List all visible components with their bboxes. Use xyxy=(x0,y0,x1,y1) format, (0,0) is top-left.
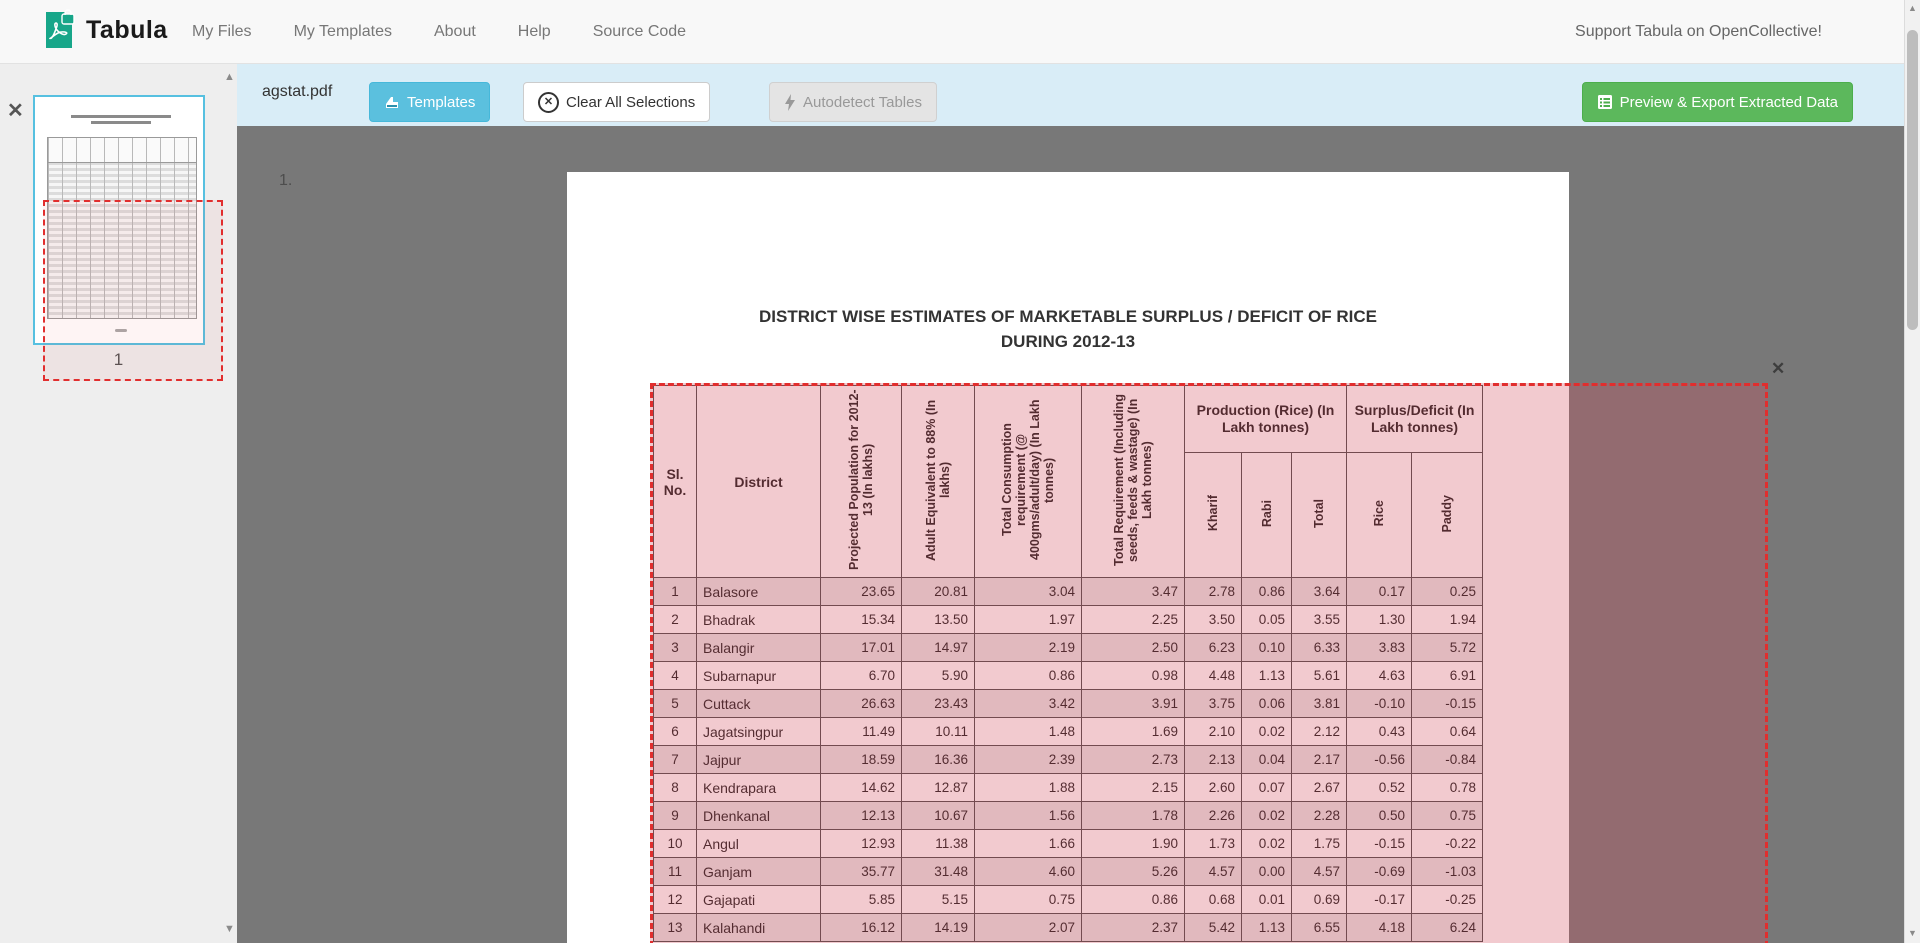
table-cell: 10.67 xyxy=(902,802,975,830)
autodetect-tables-label: Autodetect Tables xyxy=(803,93,922,111)
table-cell: 2.13 xyxy=(1185,746,1242,774)
table-cell: 12.13 xyxy=(821,802,902,830)
thumbnail-table-header xyxy=(47,137,197,163)
table-cell: 3.50 xyxy=(1185,606,1242,634)
table-cell: -0.17 xyxy=(1347,886,1412,914)
table-cell: 0.50 xyxy=(1347,802,1412,830)
table-cell: 6.70 xyxy=(821,662,902,690)
table-cell: 4.48 xyxy=(1185,662,1242,690)
table-cell: 11 xyxy=(654,858,697,886)
table-cell: 0.00 xyxy=(1242,858,1292,886)
table-cell: 1.97 xyxy=(975,606,1082,634)
sidebar-scroll-down-icon[interactable]: ▼ xyxy=(224,923,235,935)
col-header-adult-equivalent: Adult Equivalent to 88% (In lakhs) xyxy=(902,386,975,578)
nav-item-my-files[interactable]: My Files xyxy=(192,22,252,40)
table-cell: 2 xyxy=(654,606,697,634)
table-cell: 0.07 xyxy=(1242,774,1292,802)
table-cell: 0.04 xyxy=(1242,746,1292,774)
document-title xyxy=(567,304,1569,354)
table-cell: 23.65 xyxy=(821,578,902,606)
col-header-district: District xyxy=(697,386,821,578)
table-cell: 2.12 xyxy=(1292,718,1347,746)
table-cell: 6.24 xyxy=(1412,914,1483,942)
scrollbar-thumb[interactable] xyxy=(1907,30,1918,330)
table-cell: 3.75 xyxy=(1185,690,1242,718)
autodetect-tables-button[interactable] xyxy=(769,82,937,122)
group-header-production: Production (Rice) (In Lakh tonnes) xyxy=(1185,386,1347,453)
table-cell: 2.28 xyxy=(1292,802,1347,830)
table-cell: Angul xyxy=(697,830,821,858)
table-cell: 2.10 xyxy=(1185,718,1242,746)
table-cell: 13.50 xyxy=(902,606,975,634)
col-header-paddy: Paddy xyxy=(1412,452,1483,577)
table-cell: Gajapati xyxy=(697,886,821,914)
thumbnail-title-line2 xyxy=(91,121,151,124)
nav-item-my-templates[interactable]: My Templates xyxy=(293,22,392,40)
table-cell: 1.13 xyxy=(1242,662,1292,690)
table-cell: 7 xyxy=(654,746,697,774)
table-list-icon xyxy=(1597,94,1613,110)
col-header-rabi: Rabi xyxy=(1242,452,1292,577)
templates-icon xyxy=(384,94,400,110)
preview-export-label: Preview & Export Extracted Data xyxy=(1619,93,1838,111)
col-header-kharif: Kharif xyxy=(1185,452,1242,577)
document-title-line2: DURING 2012-13 xyxy=(1000,332,1136,351)
table-cell: 1.73 xyxy=(1185,830,1242,858)
table-cell: 0.02 xyxy=(1242,830,1292,858)
table-cell: 11.49 xyxy=(821,718,902,746)
table-cell: 14.97 xyxy=(902,634,975,662)
table-cell: 3.81 xyxy=(1292,690,1347,718)
table-cell: 3.47 xyxy=(1082,578,1185,606)
lightning-bolt-icon xyxy=(784,94,796,111)
table-cell: 2.07 xyxy=(975,914,1082,942)
table-cell: 0.17 xyxy=(1347,578,1412,606)
table-cell: 1.90 xyxy=(1082,830,1185,858)
table-cell: 3 xyxy=(654,634,697,662)
table-cell: 5.42 xyxy=(1185,914,1242,942)
table-cell: 2.26 xyxy=(1185,802,1242,830)
table-cell: 1.48 xyxy=(975,718,1082,746)
table-cell: 2.39 xyxy=(975,746,1082,774)
thumbnail-selection-box[interactable] xyxy=(43,200,223,381)
scrollbar-up-icon[interactable]: ▲ xyxy=(1908,3,1917,13)
table-cell: 0.68 xyxy=(1185,886,1242,914)
table-cell: Balangir xyxy=(697,634,821,662)
table-cell: 3.42 xyxy=(975,690,1082,718)
table-cell: 0.05 xyxy=(1242,606,1292,634)
table-cell: 0.06 xyxy=(1242,690,1292,718)
brand[interactable] xyxy=(40,8,168,52)
nav-item-source-code[interactable]: Source Code xyxy=(592,22,687,40)
clear-all-selections-button[interactable] xyxy=(523,82,710,122)
table-cell: 0.64 xyxy=(1412,718,1483,746)
table-cell: 11.38 xyxy=(902,830,975,858)
table-cell: 10 xyxy=(654,830,697,858)
nav-item-help[interactable]: Help xyxy=(517,22,551,40)
table-cell: 0.75 xyxy=(1412,802,1483,830)
clear-selections-icon: ✕ xyxy=(538,92,559,113)
table-cell: 3.04 xyxy=(975,578,1082,606)
table-cell: 5.61 xyxy=(1292,662,1347,690)
table-cell: 16.12 xyxy=(821,914,902,942)
table-cell: 1.78 xyxy=(1082,802,1185,830)
table-cell: 6.33 xyxy=(1292,634,1347,662)
table-cell: 17.01 xyxy=(821,634,902,662)
table-cell: 14.62 xyxy=(821,774,902,802)
table-cell: -0.25 xyxy=(1412,886,1483,914)
brand-name: Tabula xyxy=(86,15,168,44)
table-cell: 1.69 xyxy=(1082,718,1185,746)
selection-overlay[interactable] xyxy=(650,383,1768,943)
table-cell: 0.86 xyxy=(1082,886,1185,914)
window-scrollbar[interactable] xyxy=(1904,0,1920,943)
table-cell: 1.13 xyxy=(1242,914,1292,942)
table-cell: 0.69 xyxy=(1292,886,1347,914)
table-cell: 0.86 xyxy=(975,662,1082,690)
table-cell: 2.78 xyxy=(1185,578,1242,606)
nav-links xyxy=(192,0,686,63)
templates-button-label: Templates xyxy=(407,93,476,111)
table-cell: 0.75 xyxy=(975,886,1082,914)
col-header-rice: Rice xyxy=(1347,452,1412,577)
document-filename: agstat.pdf xyxy=(262,83,333,100)
table-cell: 1.94 xyxy=(1412,606,1483,634)
table-cell: 2.37 xyxy=(1082,914,1185,942)
table-cell: Cuttack xyxy=(697,690,821,718)
table-cell: 4.60 xyxy=(975,858,1082,886)
table-cell: 13 xyxy=(654,914,697,942)
table-cell: Subarnapur xyxy=(697,662,821,690)
table-cell: -0.10 xyxy=(1347,690,1412,718)
table-cell: 3.64 xyxy=(1292,578,1347,606)
table-cell: 5.90 xyxy=(902,662,975,690)
table-cell: 2.17 xyxy=(1292,746,1347,774)
table-cell: 0.25 xyxy=(1412,578,1483,606)
toolbar xyxy=(237,63,1920,126)
scrollbar-down-icon[interactable]: ▼ xyxy=(1908,928,1917,938)
table-cell: 0.98 xyxy=(1082,662,1185,690)
table-cell: 0.86 xyxy=(1242,578,1292,606)
table-cell: 15.34 xyxy=(821,606,902,634)
thumbnail-title-line xyxy=(71,115,171,118)
table-cell: 0.02 xyxy=(1242,718,1292,746)
table-cell: 6.55 xyxy=(1292,914,1347,942)
table-cell: 0.52 xyxy=(1347,774,1412,802)
table-cell: 2.19 xyxy=(975,634,1082,662)
table-cell: 26.63 xyxy=(821,690,902,718)
table-cell: 2.15 xyxy=(1082,774,1185,802)
table-cell: 0.10 xyxy=(1242,634,1292,662)
page-marker: 1. xyxy=(279,172,293,189)
table-cell: 12.93 xyxy=(821,830,902,858)
table-cell: 23.43 xyxy=(902,690,975,718)
table-cell: 1.75 xyxy=(1292,830,1347,858)
table-cell: 0.43 xyxy=(1347,718,1412,746)
templates-button[interactable] xyxy=(369,82,490,122)
sidebar-scroll-up-icon[interactable]: ▲ xyxy=(224,71,235,83)
table-cell: -0.84 xyxy=(1412,746,1483,774)
table-cell: -0.56 xyxy=(1347,746,1412,774)
table-cell: 3.91 xyxy=(1082,690,1185,718)
table-cell: 2.60 xyxy=(1185,774,1242,802)
col-header-projected-population: Projected Population for 2012-13 (In lakhs) xyxy=(821,386,902,578)
table-cell: 4.57 xyxy=(1292,858,1347,886)
table-cell: 5 xyxy=(654,690,697,718)
table-cell: Balasore xyxy=(697,578,821,606)
thumbnail-page-number: 1 xyxy=(113,350,124,369)
table-cell: 8 xyxy=(654,774,697,802)
table-cell: Ganjam xyxy=(697,858,821,886)
remove-page-icon[interactable]: ✕ xyxy=(7,100,24,122)
table-cell: 4.63 xyxy=(1347,662,1412,690)
document-title-line1: DISTRICT WISE ESTIMATES OF MARKETABLE SURPLUS / DEFICIT OF RICE xyxy=(759,307,1377,326)
table-cell: Bhadrak xyxy=(697,606,821,634)
group-header-surplus-deficit: Surplus/Deficit (In Lakh tonnes) xyxy=(1347,386,1483,453)
table-cell: 0.02 xyxy=(1242,802,1292,830)
table-cell: 2.73 xyxy=(1082,746,1185,774)
table-cell: 20.81 xyxy=(902,578,975,606)
tabula-pdf-lock-logo-icon xyxy=(40,8,76,52)
preview-export-button[interactable] xyxy=(1582,82,1853,122)
table-cell: 6 xyxy=(654,718,697,746)
support-opencollective-link[interactable]: Support Tabula on OpenCollective! xyxy=(1575,22,1822,40)
table-cell: -1.03 xyxy=(1412,858,1483,886)
nav-item-about[interactable]: About xyxy=(433,22,476,40)
table-cell: 10.11 xyxy=(902,718,975,746)
table-cell: 9 xyxy=(654,802,697,830)
table-cell: 1.56 xyxy=(975,802,1082,830)
table-cell: 12.87 xyxy=(902,774,975,802)
table-cell: 35.77 xyxy=(821,858,902,886)
table-cell: 5.15 xyxy=(902,886,975,914)
navbar xyxy=(0,0,1920,64)
clear-all-selections-label: Clear All Selections xyxy=(566,93,696,111)
table-cell: -0.15 xyxy=(1347,830,1412,858)
table-cell: -0.15 xyxy=(1412,690,1483,718)
table-cell: 6.91 xyxy=(1412,662,1483,690)
table-cell: 6.23 xyxy=(1185,634,1242,662)
table-cell: 18.59 xyxy=(821,746,902,774)
table-cell: 2.25 xyxy=(1082,606,1185,634)
table-cell: Jajpur xyxy=(697,746,821,774)
table-cell: 1.66 xyxy=(975,830,1082,858)
table-cell: -0.69 xyxy=(1347,858,1412,886)
table-cell: 1.30 xyxy=(1347,606,1412,634)
table-cell: Dhenkanal xyxy=(697,802,821,830)
table-cell: 1 xyxy=(654,578,697,606)
table-cell: 2.67 xyxy=(1292,774,1347,802)
sidebar xyxy=(0,63,237,943)
table-cell: 0.78 xyxy=(1412,774,1483,802)
col-header-total-requirement: Total Requirement (Including seeds, feeds & wastage) (In Lakh tonnes) xyxy=(1082,386,1185,578)
table-cell: 4.57 xyxy=(1185,858,1242,886)
col-header-total-consumption: Total Consumption requirement (@ 400gms/adult/day) (In Lakh tonnes) xyxy=(975,386,1082,578)
table-cell: 0.01 xyxy=(1242,886,1292,914)
col-header-sl-no: Sl. No. xyxy=(654,386,697,578)
table-cell: Kendrapara xyxy=(697,774,821,802)
table-cell: 5.26 xyxy=(1082,858,1185,886)
table-cell: 14.19 xyxy=(902,914,975,942)
table-cell: 5.72 xyxy=(1412,634,1483,662)
table-cell: 3.83 xyxy=(1347,634,1412,662)
selection-close-icon[interactable]: ✕ xyxy=(1771,359,1786,378)
table-cell: 3.55 xyxy=(1292,606,1347,634)
table-cell: 4 xyxy=(654,662,697,690)
table-cell: 1.88 xyxy=(975,774,1082,802)
col-header-total: Total xyxy=(1292,452,1347,577)
table-cell: 12 xyxy=(654,886,697,914)
table-cell: Kalahandi xyxy=(697,914,821,942)
table-cell: 16.36 xyxy=(902,746,975,774)
table-cell: 4.18 xyxy=(1347,914,1412,942)
table-cell: 31.48 xyxy=(902,858,975,886)
table-cell: 2.50 xyxy=(1082,634,1185,662)
table-cell: 5.85 xyxy=(821,886,902,914)
table-cell: Jagatsingpur xyxy=(697,718,821,746)
table-cell: -0.22 xyxy=(1412,830,1483,858)
